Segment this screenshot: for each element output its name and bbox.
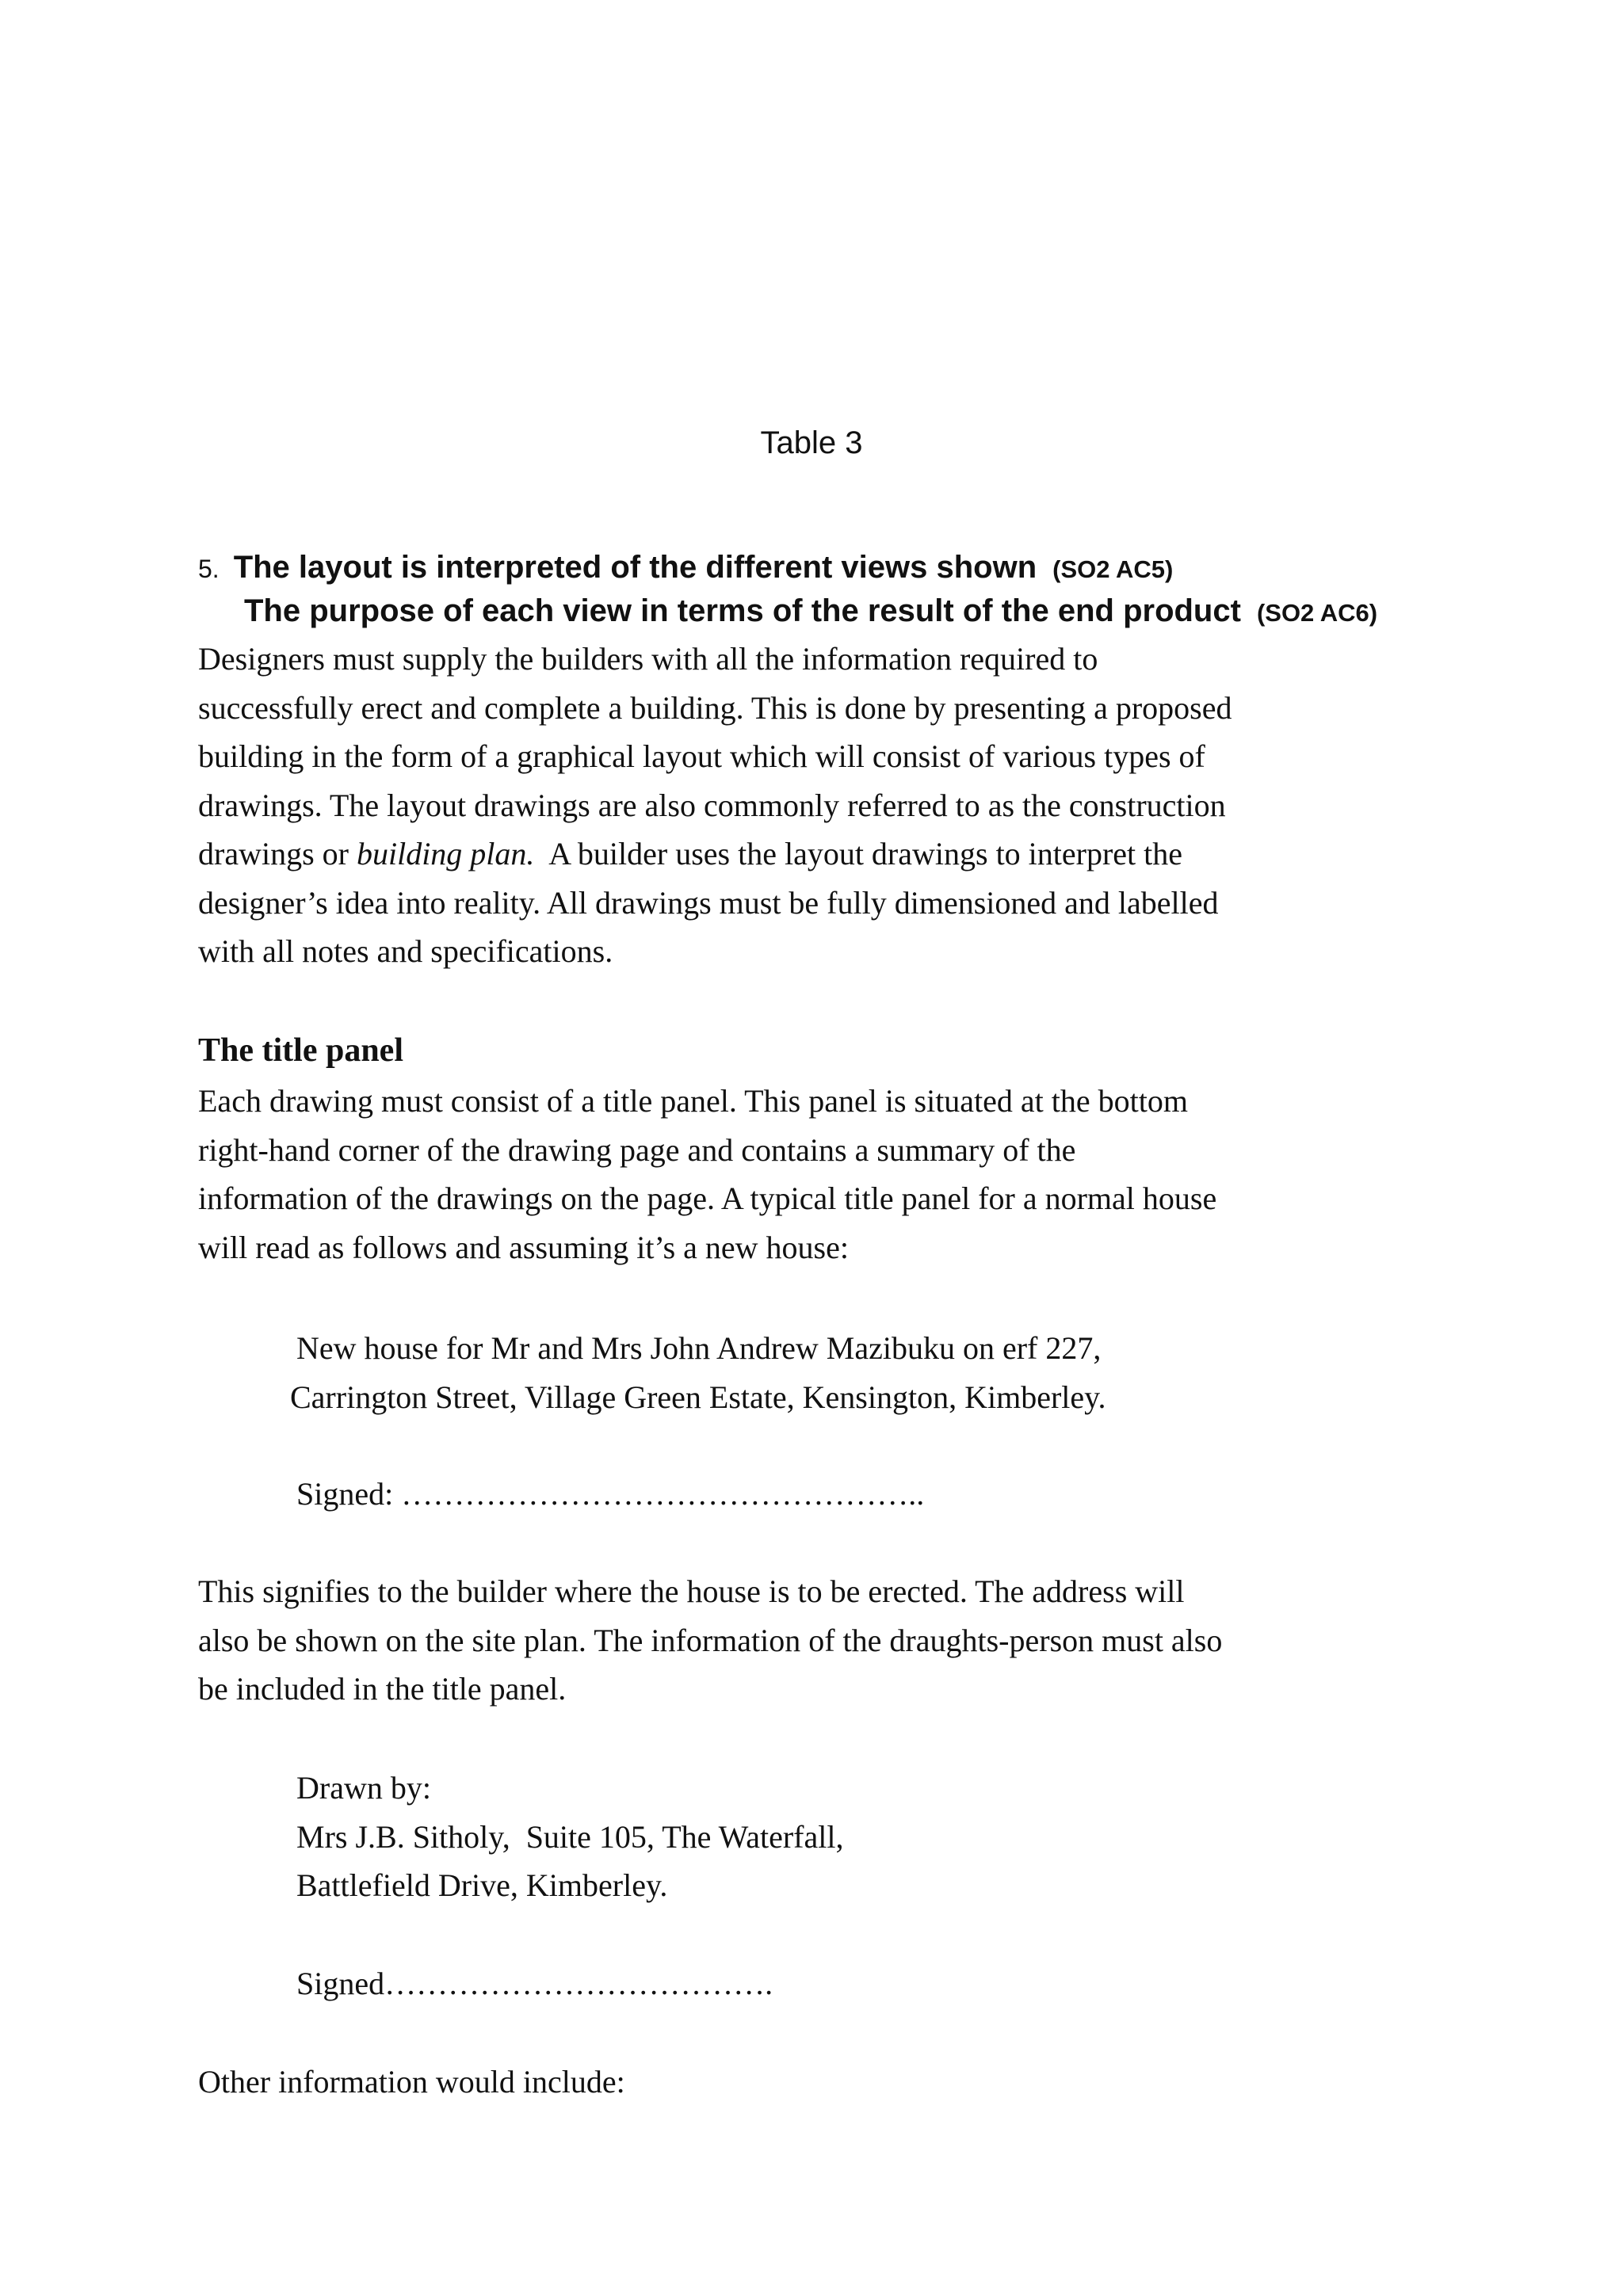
after-line: This signifies to the builder where the house is to be erected. The address will — [198, 1573, 1185, 1609]
drawn-by-block — [296, 1764, 843, 1910]
section-number: 5. — [198, 555, 220, 583]
signed-line-2: Signed………………………………. — [296, 1966, 773, 2001]
title-panel-line: Each drawing must consist of a title panel. This panel is situated at the bottom — [198, 1083, 1189, 1119]
table-caption: Table 3 — [760, 425, 863, 460]
intro-line: successfully erect and complete a building. This is done by presenting a proposed — [198, 689, 1232, 726]
drawn-by-line: Mrs J.B. Sitholy, Suite 105, The Waterfall, — [296, 1818, 844, 1855]
intro-line-5-after: A builder uses the layout drawings to interpret the — [534, 836, 1183, 871]
intro-line: building in the form of a graphical layout which will consist of various types of — [198, 738, 1205, 774]
title-panel-heading: The title panel — [198, 1032, 403, 1069]
section-heading-1 — [198, 547, 1173, 590]
section-heading-1-text: The layout is interpreted of the different views shown — [233, 550, 1037, 585]
section-heading-2 — [244, 590, 1377, 634]
other-info-line: Other information would include: — [198, 2064, 625, 2100]
signed-line-1: Signed: ………………………………………….. — [296, 1476, 925, 1512]
section-heading-2-text: The purpose of each view in terms of the result of the end product — [244, 593, 1241, 628]
section-ref-1: (SO2 AC5) — [1052, 555, 1174, 583]
intro-line-5-before: drawings or — [198, 836, 357, 871]
title-panel-example — [290, 1324, 1106, 1421]
title-panel-line: right-hand corner of the drawing page and contains a summary of the — [198, 1131, 1076, 1168]
intro-line: drawings. The layout drawings are also commonly referred to as the construction — [198, 787, 1226, 823]
intro-paragraph — [198, 635, 1434, 976]
title-panel-line: information of the drawings on the page. A typical title panel for a normal house — [198, 1180, 1217, 1216]
drawn-by-line: Battlefield Drive, Kimberley. — [296, 1867, 668, 1903]
after-line: be included in the title panel. — [198, 1671, 567, 1707]
intro-line: designer’s idea into reality. All drawings must be fully dimensioned and labelled — [198, 884, 1219, 921]
title-panel-line: will read as follows and assuming it’s a new house: — [198, 1229, 849, 1265]
drawn-by-line: Drawn by: — [296, 1770, 431, 1806]
example-line: New house for Mr and Mrs John Andrew Mazibuku on erf 227, — [296, 1330, 1102, 1366]
intro-line: Designers must supply the builders with all the information required to — [198, 641, 1098, 677]
section-ref-2: (SO2 AC6) — [1256, 599, 1378, 627]
example-line: Carrington Street, Village Green Estate, Kensington, Kimberley. — [290, 1379, 1106, 1415]
after-example-paragraph — [198, 1567, 1434, 1714]
intro-line — [198, 830, 1434, 879]
title-panel-paragraph — [198, 1077, 1434, 1272]
intro-line: with all notes and specifications. — [198, 933, 613, 969]
after-line: also be shown on the site plan. The information of the draughts-person must also — [198, 1622, 1223, 1658]
building-plan-term: building plan. — [356, 836, 535, 871]
